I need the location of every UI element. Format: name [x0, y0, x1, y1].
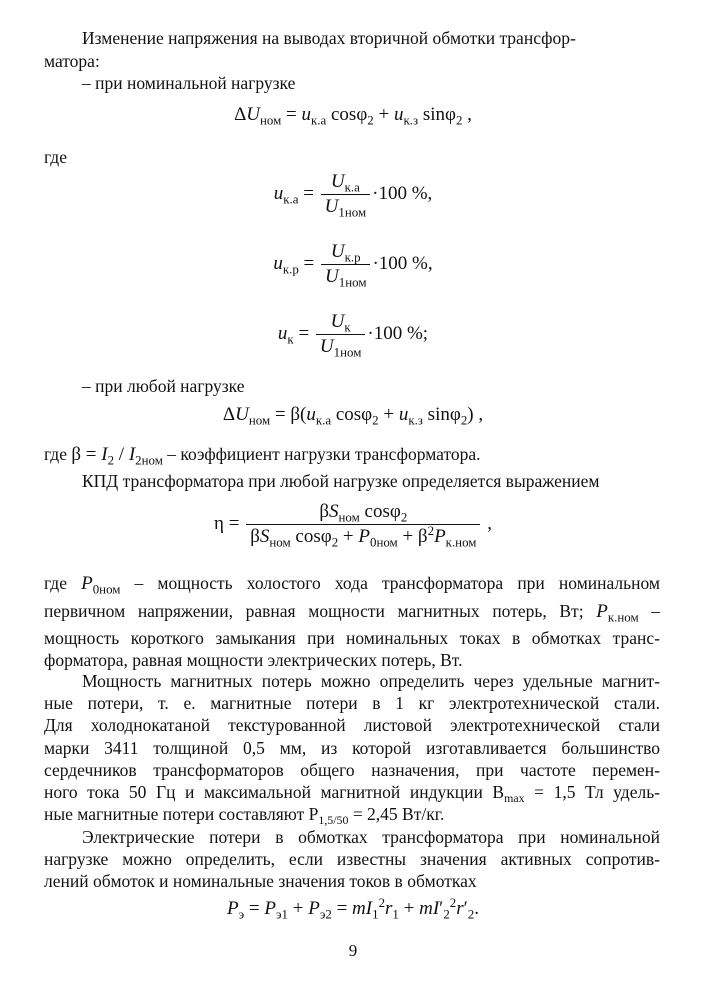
formula-u-ka: $u_{к.а}$ = $\frac{U_{к.а}}{U_{1ном}}$ ·100 %,	[273, 171, 433, 220]
formula-pe: $P_э = P_{э1} + P_{э2} = mI_1^2r_1 + mI'_2^2r'_2$.	[227, 894, 479, 922]
formula-u-k: $u_к$ = $\frac{U_к}{U_{1ном}}$ ·100 %;	[277, 311, 429, 360]
page-number: 9	[348, 941, 358, 960]
formula-du-any: $\Delta U_{ном} = \beta(u_{к.а}$ $\cos\varphi_2 + u_{к.з}$ sinφ$_2$) ,	[222, 404, 484, 428]
text-line: нагрузке можно определить, если известны значения активных сопротив-	[44, 849, 660, 869]
text-line: где	[44, 147, 67, 167]
text-line: Для холоднокатаной текстурованной листовой электротехнической стали	[44, 715, 660, 735]
text-line-beta: где $\beta = I_2 / I_{2ном}$ – коэффициент нагрузки трансформатора.	[44, 444, 481, 468]
formula-u-kp: $u_{к.р}$ = $\frac{U_{к.р}}{U_{1ном}}$ ·100 %,	[273, 241, 433, 290]
formula-beta: $\beta = I_2 / I_{2ном}$	[71, 444, 163, 468]
text-line: Электрические потери в обмотках трансформатора при номинальной	[82, 827, 660, 847]
text-line-p150: ные магнитные потери составляют $Р_{1,5/50} = 2,45$ Вт/кг.	[44, 804, 445, 828]
formula-p0: $P_{0ном}$	[81, 573, 121, 597]
text-line: сердечников трансформаторов общего назначения, при частоте перемен-	[44, 760, 660, 780]
text-line: – при любой нагрузке	[82, 376, 245, 396]
text-line: ные потери, т. е. магнитные потери в 1 кг электротехнической стали.	[44, 693, 660, 713]
text-line: Изменение напряжения на выводах вторичной обмотки трансфор-	[82, 28, 576, 48]
text-line: форматора, равная мощности электрических потерь, Вт.	[44, 650, 463, 670]
text-line: матора:	[44, 51, 100, 71]
text-line-p0: где $P_{0ном}$ – мощность холостого хода трансформатора при номинальном	[44, 573, 660, 597]
text-line-pk: первичном напряжении, равная мощности магнитных потерь, Вт; $P_{к.ном}$ –	[44, 601, 661, 625]
formula-eta: η = $\frac{\beta S_{ном} \cos\varphi_2}{\beta S_{ном} \cos\varphi_2 + P_{0ном} + \beta^2P_{к.ном}}$ ,	[214, 501, 492, 550]
text-line: лений обмоток и номинальные значения токов в обмотках	[44, 871, 477, 891]
formula-pk: $P_{к.ном}$	[596, 601, 639, 625]
text-line: мощность короткого замыкания при номинальных токах в обмотках транс-	[44, 628, 660, 648]
text-line: Мощность магнитных потерь можно определить через удельные магнит-	[82, 671, 660, 691]
formula-du-nom: $\Delta U_{ном} = u_{к.а}$ $\cos\varphi_2 + u_{к.з}$ sinφ$_2$ ,	[234, 104, 472, 128]
text-line-bmax: ного тока 50 Гц и максимальной магнитной индукции $В_{max} = 1,5$ Тл удель-	[44, 782, 661, 806]
text-line: КПД трансформатора при любой нагрузке определяется выражением	[82, 471, 600, 491]
text-line: – при номинальной нагрузке	[82, 73, 296, 93]
text-line: марки 3411 толщиной 0,5 мм, из которой изготавливается большинство	[44, 738, 660, 758]
